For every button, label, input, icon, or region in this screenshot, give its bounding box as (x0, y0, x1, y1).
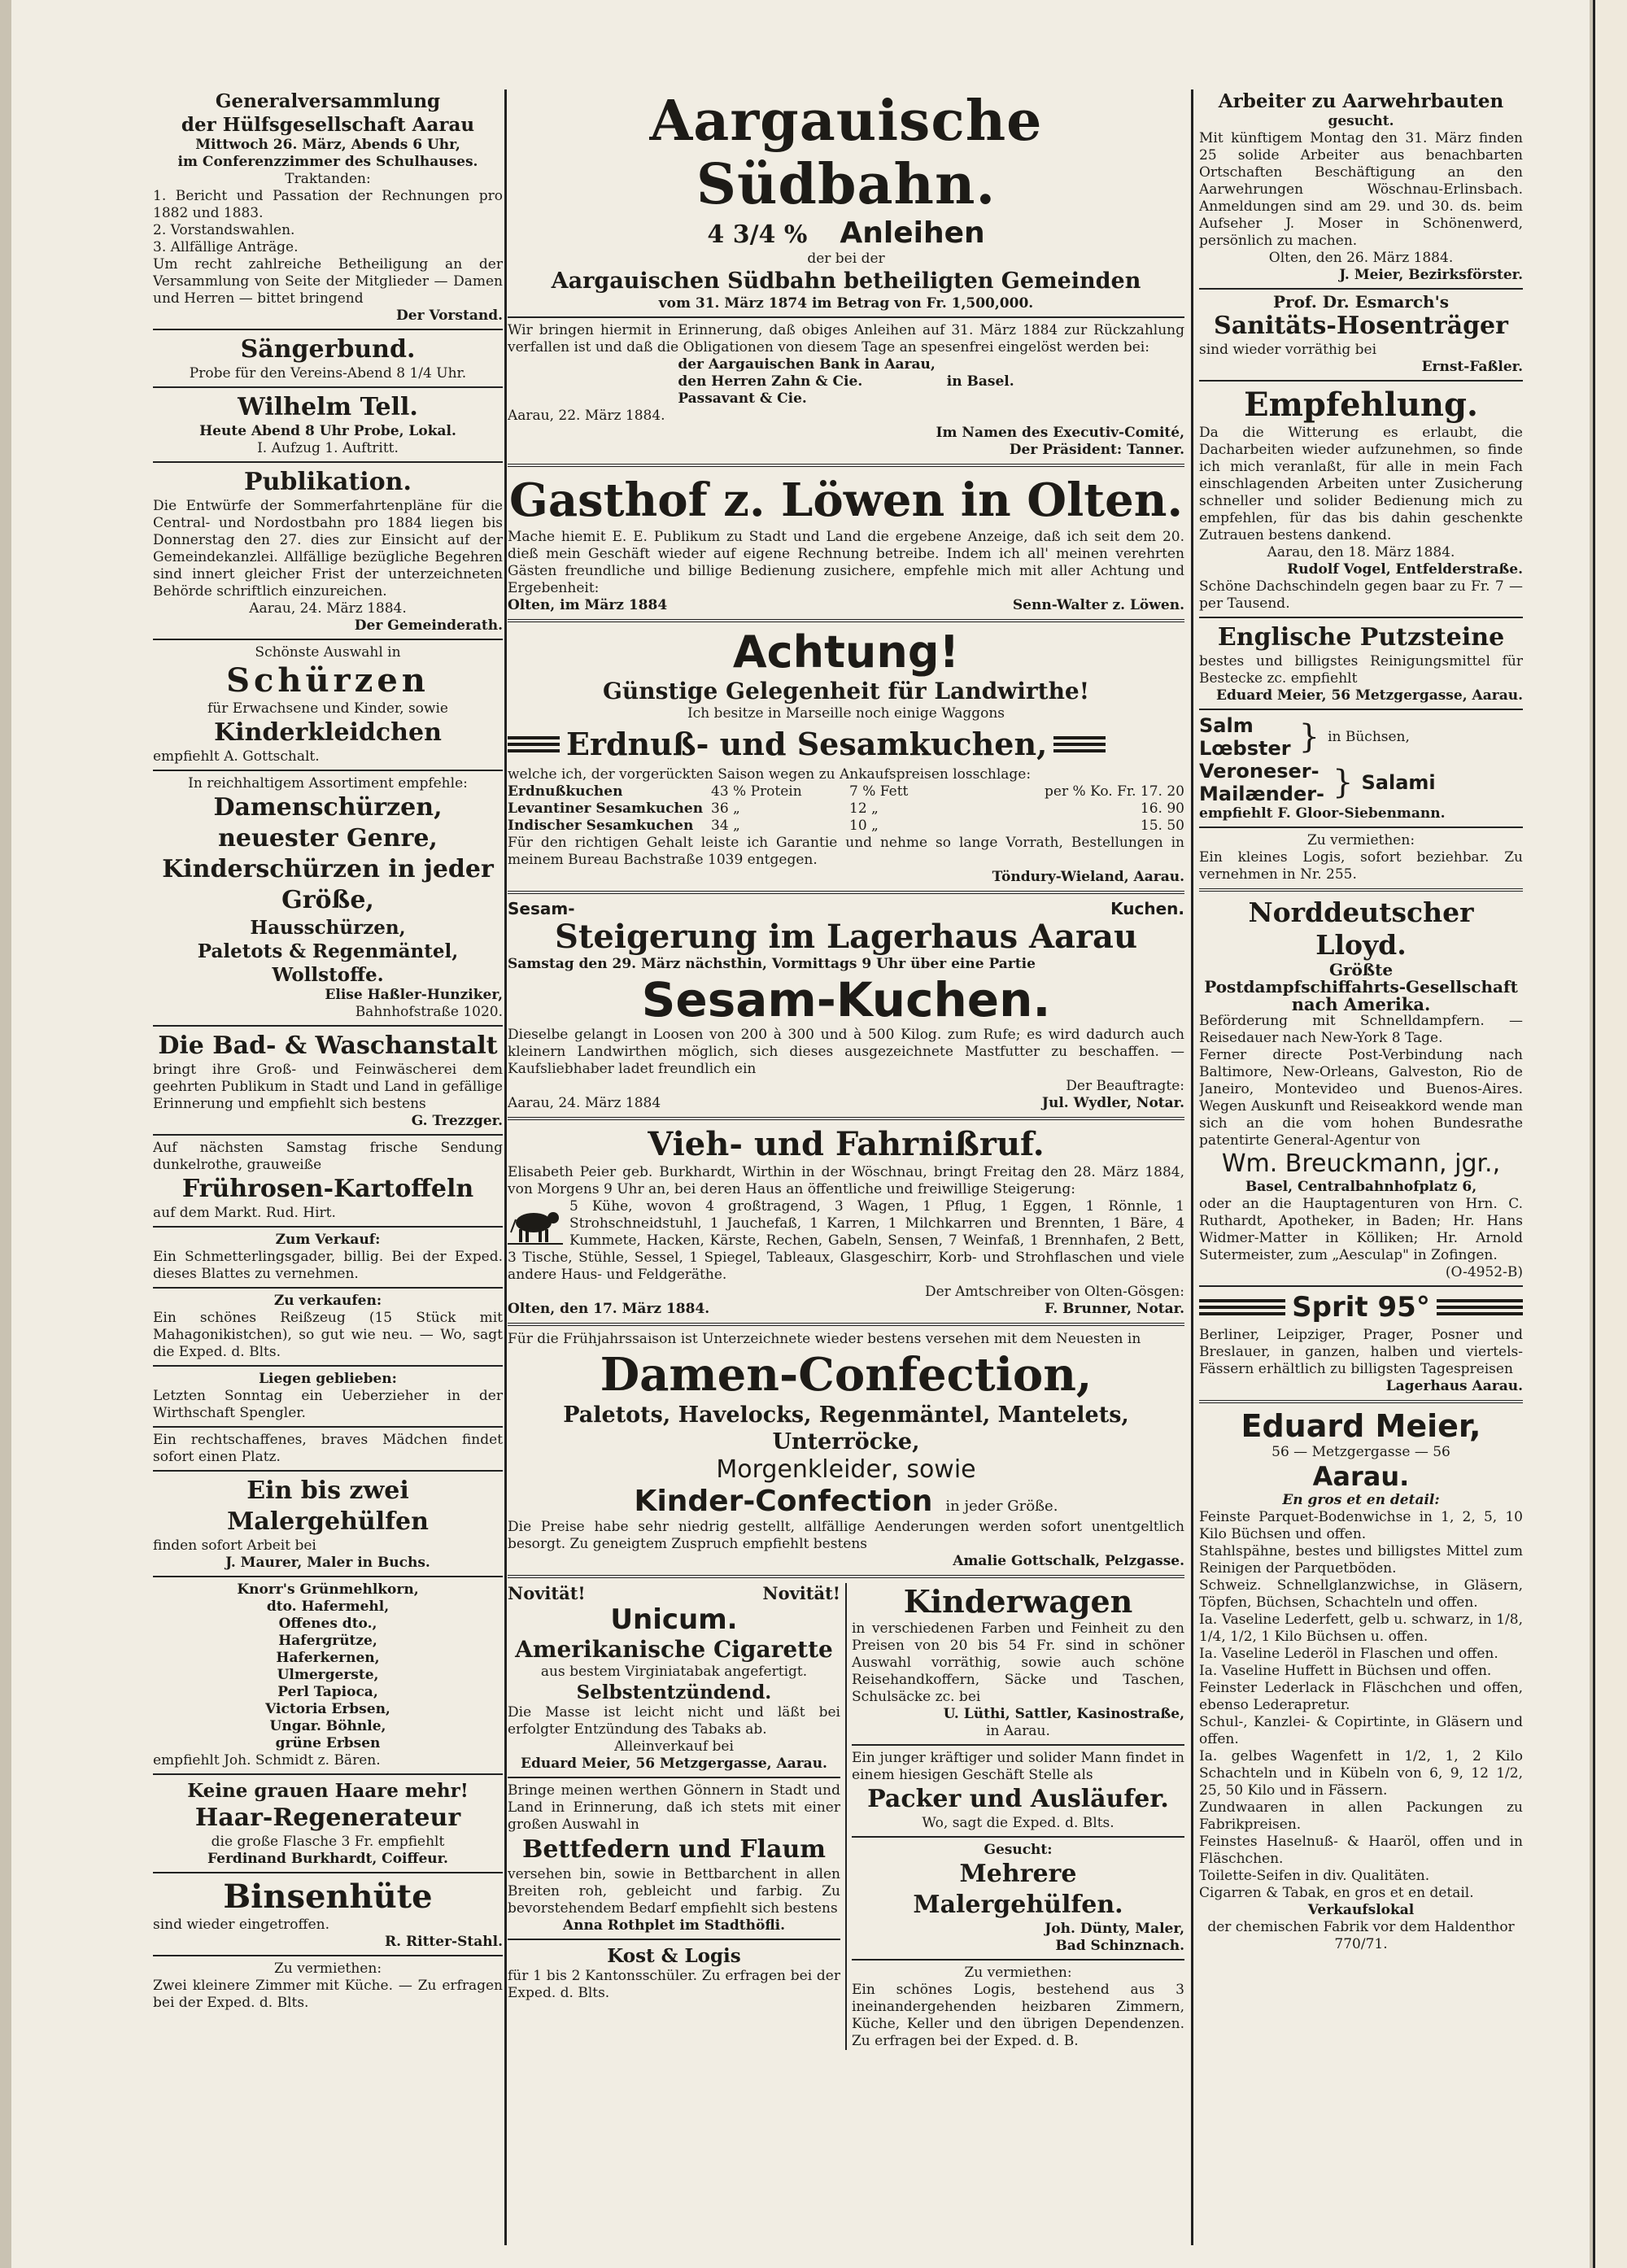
lloyd-t2: Größte (1328, 960, 1394, 979)
ad-achtung (508, 627, 1184, 886)
suedbahn-bank-1: der Aargauischen Bank in Aarau, (678, 356, 936, 373)
left-ad-2 (153, 392, 503, 457)
empfehlung-date: Aarau, den 18. März 1884. (1267, 544, 1455, 560)
salm-mail: Mailænder- (1199, 783, 1325, 805)
column-rule-right (1191, 89, 1193, 2245)
gasthof-body: Mache hiemit E. E. Publikum zu Stadt und Land die ergebene Anzeige, daß ich seit dem 20. dieß mein Geschäft wieder auf eigene Rechnung betreibe. Indem ich all' meinen verehrten Gästen freundliche und billige Bedienung zusichere, empfehle mich mit aller Achtung und Ergebenheit: (508, 529, 1184, 596)
steigerung-body: Dieselbe gelangt in Loosen von 200 à 300 und à 500 Kilog. zum Rufe; es wird dadurch auch kleinern Landwirthen möglich, sich dieses ausgezeichnete Mastfutter zu beschaffen. — Kaufsliebhaber ladet freundlich ein (508, 1027, 1184, 1077)
empfehlung-sign: Rudolf Vogel, Entfelderstraße. (1287, 561, 1523, 578)
left-ad-14-line-3: Ferdinand Burkhardt, Coiffeur. (207, 1851, 448, 1867)
achtung-body: Für den richtigen Gehalt leiste ich Garantie und nehme so lange Vorrath, Bestellungen in meinem Bureau Bachstraße 1039 entgegen. (508, 835, 1184, 868)
left-ad-12 (153, 1476, 503, 1572)
left-ad-5-line-5: Wollstoffe. (272, 964, 384, 986)
price-cell-b: 7 % Fett (849, 783, 909, 800)
steigerung-beauftr: Der Beauftragte: (1066, 1078, 1184, 1094)
price-cell-c: 15. 50 (1140, 818, 1184, 834)
ad-gasthof (508, 472, 1184, 614)
meier-item: Toilette-Seifen in div. Qualitäten. (1199, 1868, 1430, 1884)
left-ad-4-line-2: für Erwachsene und Kinder, sowie (207, 700, 448, 717)
kost-body: für 1 bis 2 Kantonsschüler. Zu erfragen bei der Exped. d. Blts. (508, 1968, 840, 2001)
achtung-product: Erdnuß- und Sesamkuchen, (566, 726, 1048, 762)
novitaet-sign: Eduard Meier, 56 Metzgergasse, Aarau. (521, 1756, 827, 1772)
left-ad-16 (153, 1961, 503, 2012)
left-ad-4 (153, 644, 503, 765)
left-ad-0-line-8: Um recht zahlreiche Betheiligung an der Versammlung von Seite der Mitglieder — Damen und Herren — bittet bringend (153, 256, 503, 307)
left-ad-0-line-9: Der Vorstand. (396, 307, 503, 324)
achtung-price-table (508, 783, 1184, 835)
salm-salm: Salm (1199, 714, 1254, 737)
price-cell-name: Levantiner Sesamkuchen (508, 800, 704, 817)
left-ad-14-line-0: Keine grauen Haare mehr! (187, 1780, 469, 1802)
left-ad-12-line-0: Ein bis zwei Malergehülfen (227, 1476, 429, 1536)
esmarch-body: sind wieder vorräthig bei (1199, 342, 1377, 358)
price-cell-c: per % Ko. Fr. 17. 20 (1045, 783, 1184, 800)
packer-title: Packer und Ausläufer. (867, 1785, 1169, 1813)
achtung-title: Achtung! (732, 626, 960, 678)
meier-item: Feinste Parquet-Bodenwichse in 1, 2, 5, 10 Kilo Büchsen und offen. (1199, 1509, 1523, 1542)
lloyd-body1: Beförderung mit Schnelldampfern. — Reisedauer nach New-York 8 Tage. (1199, 1013, 1523, 1046)
sprit-body: Berliner, Leipziger, Prager, Posner und Breslauer, in ganzen, halben und viertels-Fässern erhältlich zu billigsten Tagespreisen (1199, 1327, 1523, 1377)
price-cell-c: 16. 90 (1140, 800, 1184, 817)
esmarch-sign: Ernst-Faßler. (1421, 359, 1523, 375)
suedbahn-sub3: vom 31. März 1874 im Betrag von Fr. 1,500,000. (658, 295, 1034, 312)
left-ad-5 (153, 775, 503, 1021)
ad-kinderwagen (852, 1583, 1184, 1740)
meier-item: Ia. gelbes Wagenfett in 1/2, 1, 2 Kilo Schachteln und in Kübeln von 6, 9, 12 1/2, 25, 50 Kilo und in Fässern. (1199, 1748, 1523, 1799)
kinderwagen-sign1: U. Lüthi, Sattler, Kasinostraße, (943, 1706, 1184, 1722)
ad-empfehlung (1199, 386, 1523, 613)
left-ad-6-line-1: bringt ihre Groß- und Feinwäscherei dem geehrten Publikum in Stadt und Land in gefällige Erinnerung und empfiehlt sich bestens (153, 1062, 503, 1112)
steigerung-big: Sesam-Kuchen. (641, 972, 1051, 1027)
novitaet-self: Selbstentzündend. (576, 1681, 772, 1703)
gasthof-sign: Senn-Walter z. Löwen. (1012, 597, 1184, 613)
newspaper-page (11, 0, 1590, 2268)
suedbahn-title: Aargauische Südbahn. (649, 89, 1043, 217)
suedbahn-bank-3: Passavant & Cie. (678, 390, 807, 407)
left-ad-5-line-0: In reichhaltigem Assortiment empfehle: (188, 775, 468, 792)
confection-intro: Für die Frühjahrssaison ist Unterzeichnete wieder bestens versehen mit dem Neuesten in (508, 1331, 1141, 1347)
left-ad-15-line-1: sind wieder eingetroffen. (153, 1917, 329, 1933)
left-ad-14-line-2: die große Flasche 3 Fr. empfiehlt (211, 1834, 445, 1850)
left-ad-2-line-1: Heute Abend 8 Uhr Probe, Lokal. (199, 423, 456, 439)
novitaet-allein: Alleinverkauf bei (614, 1738, 734, 1755)
steigerung-lbl-right: Kuchen. (1110, 899, 1184, 918)
confection-line3: Morgenkleider, sowie (716, 1455, 976, 1484)
suedbahn-bank-2: den Herren Zahn & Cie. (678, 373, 863, 390)
meier-item: Ia. Vaseline Lederfett, gelb u. schwarz, in 1/8, 1/4, 1/2, 1 Kilo Büchsen u. offen. (1199, 1612, 1523, 1645)
suedbahn-basel: in Basel. (946, 373, 1014, 390)
left-ad-3-line-3: Der Gemeinderath. (354, 617, 503, 634)
meier-addr: 56 — Metzgergasse — 56 (1272, 1444, 1450, 1460)
bars-left (508, 736, 560, 752)
left-ad-10 (153, 1371, 503, 1422)
salm-salami: Salami (1361, 771, 1436, 794)
bars-right (1053, 736, 1106, 752)
achtung-text2: welche ich, der vorgerückten Saison wegen zu Ankaufspreisen losschlage: (508, 766, 1032, 783)
adjacent-page-edge (1593, 0, 1627, 2268)
maler-sign1: Joh. Dünty, Maler, (1045, 1921, 1184, 1937)
left-ad-0-line-3: im Conferenzzimmer des Schulhauses. (177, 154, 478, 170)
meier-verk: Verkaufslokal (1307, 1902, 1415, 1918)
left-ad-1-line-1: Probe für den Vereins-Abend 8 1/4 Uhr. (189, 365, 467, 382)
empfehlung-extra: Schöne Dachschindeln gegen baar zu Fr. 7 — per Tausend. (1199, 578, 1523, 612)
kinderwagen-body: in verschiedenen Farben und Feinheit zu den Preisen von 20 bis 54 Fr. sind in schöner Auswahl vorräthig, sowie auch schöne Reisehandkoffern, Säcke und Taschen, Schulsäcke zc. bei (852, 1620, 1184, 1705)
left-ad-12-line-2: J. Maurer, Maler in Buchs. (225, 1555, 430, 1571)
right-column (1199, 89, 1523, 2245)
confection-title: Damen-Confection, (600, 1348, 1093, 1402)
ad-lloyd (1199, 896, 1523, 1281)
left-ad-0 (153, 89, 503, 325)
left-ad-3-line-0: Publikation. (244, 468, 412, 496)
left-ad-5-line-6: Elise Haßler-Hunziker, (325, 987, 503, 1003)
left-ad-13-line-5: Ulmergerste, (277, 1667, 379, 1683)
confection-line2: Paletots, Havelocks, Regenmäntel, Mantelets, Unterröcke, (563, 1402, 1129, 1455)
left-ad-15 (153, 1878, 503, 1951)
price-cell-a: 36 „ (711, 800, 740, 817)
left-ad-1-line-0: Sängerbund. (240, 335, 416, 364)
left-ad-3 (153, 467, 503, 635)
ad-vermieten-middle (852, 1965, 1184, 2050)
left-ad-5-line-7: Bahnhofstraße 1020. (355, 1004, 503, 1020)
novitaet-body: Die Masse ist leicht nicht und läßt bei erfolgter Entzündung des Tabaks ab. (508, 1704, 840, 1738)
ad-confection (508, 1331, 1184, 1570)
middle-bottom-grid (508, 1583, 1184, 2050)
left-ad-13-line-1: dto. Hafermehl, (266, 1599, 390, 1615)
confection-kinder-tail: in jeder Größe. (945, 1498, 1058, 1515)
left-ad-9-line-0: Zu verkaufen: (273, 1293, 382, 1309)
left-ad-0-line-2: Mittwoch 26. März, Abends 6 Uhr, (195, 137, 460, 153)
left-ad-7-line-1: Frührosen-Kartoffeln (181, 1175, 474, 1203)
achtung-intro: Ich besitze in Marseille noch einige Waggons (687, 705, 1005, 722)
lloyd-body2: Ferner directe Post-Verbindung nach Baltimore, New-Orleans, Galveston, Rio de Janeiro, Montevideo und Buenos-Aires. Wegen Auskunft und Reiseakkord wende man sich an die vom hohen Bundesrathe patentirte General-Agentur von (1199, 1047, 1523, 1149)
left-ad-10-line-1: Letzten Sonntag ein Ueberzieher in der Wirthschaft Spengler. (153, 1388, 503, 1421)
left-ad-5-line-1: Damenschürzen, neuester Genre, (213, 793, 443, 853)
meier-item: Ia. Vaseline Huffett in Büchsen und offen. (1199, 1663, 1492, 1679)
price-row (508, 818, 1184, 835)
steigerung-title: Steigerung im Lagerhaus Aarau (554, 918, 1138, 956)
meier-item: Zundwaaren in allen Packungen zu Fabrikpreisen. (1199, 1799, 1523, 1833)
maler-sign2: Bad Schinznach. (1055, 1938, 1184, 1954)
novitaet-unicum: Unicum. (610, 1603, 738, 1636)
salm-veron: Veroneser- (1199, 760, 1319, 783)
meier-name: Eduard Meier, (1241, 1408, 1481, 1444)
novitaet-2: Novität! (762, 1583, 840, 1603)
suedbahn-date: Aarau, 22. März 1884. (508, 408, 665, 424)
packer-where: Wo, sagt die Exped. d. Blts. (922, 1815, 1114, 1831)
suedbahn-sub1: der bei der (807, 251, 885, 267)
meier-item: Feinster Lederlack in Fläschchen und offen, ebenso Lederapretur. (1199, 1680, 1523, 1713)
maler-title: Mehrere Malergehülfen. (913, 1860, 1123, 1919)
ad-kost (508, 1944, 840, 2002)
price-row (508, 783, 1184, 800)
left-ad-12-line-1: finden sofort Arbeit bei (153, 1537, 316, 1554)
confection-kinder: Kinder-Confection (634, 1485, 933, 1518)
ad-steigerung (508, 899, 1184, 1112)
confection-body: Die Preise habe sehr niedrig gestellt, allfällige Aenderungen werden sofort unentgeltlich besorgt. Zu geneigtem Zuspruch empfiehlt bestens (508, 1519, 1184, 1552)
ad-bettfedern (508, 1782, 840, 1934)
middle-column (508, 89, 1184, 2245)
vieh-sign: F. Brunner, Notar. (1044, 1301, 1184, 1317)
putzsteine-sign: Eduard Meier, 56 Metzgergasse, Aarau. (1216, 687, 1523, 704)
left-ad-10-line-0: Liegen geblieben: (259, 1371, 397, 1387)
lloyd-addr: Basel, Centralbahnhofplatz 6, (1245, 1179, 1477, 1195)
left-ad-11 (153, 1432, 503, 1466)
left-ad-14-line-1: Haar-Regenerateur (194, 1803, 461, 1832)
esmarch-t1: Prof. Dr. Esmarch's (1273, 292, 1449, 312)
ad-vermieten-right (1199, 832, 1523, 883)
left-ad-4-line-4: empfiehlt A. Gottschalt. (153, 748, 320, 765)
kinderwagen-sign2: in Aarau. (986, 1723, 1050, 1739)
price-cell-name: Erdnußkuchen (508, 783, 623, 800)
left-ad-7-line-2: auf dem Markt. Rud. Hirt. (153, 1205, 336, 1221)
ad-packer (852, 1750, 1184, 1832)
left-ad-1 (153, 334, 503, 382)
sprit-sign: Lagerhaus Aarau. (1385, 1378, 1523, 1394)
left-ad-0-line-4: Traktanden: (285, 171, 371, 187)
price-cell-b: 12 „ (849, 800, 879, 817)
left-ad-13-line-0: Knorr's Grünmehlkorn, (237, 1581, 419, 1598)
ad-vieh (508, 1125, 1184, 1318)
packer-intro: Ein junger kräftiger und solider Mann findet in einem hiesigen Geschäft Stelle als (852, 1750, 1184, 1783)
lloyd-agent: Wm. Breuckmann, jgr., (1221, 1149, 1501, 1178)
left-ad-9 (153, 1293, 503, 1361)
vermieten-title: Zu vermiethen: (1306, 832, 1415, 848)
kost-title: Kost & Logis (607, 1945, 741, 1967)
left-ad-13-line-4: Haferkernen, (276, 1650, 380, 1666)
novitaet-sub: aus bestem Virginiatabak angefertigt. (540, 1664, 808, 1680)
left-ad-13-line-8: Ungar. Böhnle, (269, 1718, 386, 1734)
suedbahn-sign2: Der Präsident: Tanner. (1009, 442, 1184, 458)
vieh-intro: Elisabeth Peier geb. Burkhardt, Wirthin in der Wöschnau, bringt Freitag den 28. März 1884, von Morgens 9 Uhr an, bei deren Haus an öffentliche und freiwillige Steigerung: (508, 1164, 1184, 1197)
left-ad-8-line-1: Ein Schmetterlingsgader, billig. Bei der Exped. dieses Blattes zu vernehmen. (153, 1249, 503, 1282)
left-ad-0-line-7: 3. Allfällige Anträge. (153, 239, 299, 255)
left-ad-6 (153, 1031, 503, 1130)
lloyd-code: (O-4952-B) (1445, 1264, 1523, 1280)
arbeiter-sign: J. Meier, Bezirksförster. (1339, 267, 1523, 283)
ad-novitaet (508, 1583, 840, 1773)
left-ad-2-line-2: I. Aufzug 1. Auftritt. (257, 440, 399, 456)
left-ad-2-line-0: Wilhelm Tell. (238, 393, 418, 421)
steigerung-date: Aarau, 24. März 1884 (508, 1095, 661, 1111)
suedbahn-anleihen: Anleihen (840, 216, 985, 250)
sprit-title: Sprit 95° (1292, 1291, 1430, 1324)
suedbahn-sub2: Aargauischen Südbahn betheiligten Gemeinden (551, 268, 1141, 294)
arbeiter-t2: gesucht. (1328, 113, 1394, 129)
left-ad-13-line-2: Offenes dto., (278, 1616, 377, 1632)
price-row (508, 800, 1184, 818)
left-ad-5-line-3: Hausschürzen, (250, 917, 406, 939)
bettfedern-sign: Anna Rothplet im Stadthöfli. (562, 1917, 786, 1934)
left-ad-3-line-2: Aarau, 24. März 1884. (249, 600, 407, 617)
maler-gesucht: Gesucht: (984, 1842, 1053, 1858)
salm-loebster: Lœbster (1199, 737, 1291, 760)
left-ad-16-line-0: Zu vermiethen: (273, 1961, 382, 1977)
left-ad-6-line-2: G. Trezzger. (411, 1113, 503, 1129)
bettfedern-intro: Bringe meinen werthen Gönnern in Stadt und Land in Erinnerung, daß ich stets mit einer großen Auswahl in (508, 1782, 840, 1833)
left-ad-4-line-3: Kinderkleidchen (214, 718, 442, 747)
left-ad-13-line-9: grüne Erbsen (275, 1735, 381, 1751)
arbeiter-body: Mit künftigem Montag den 31. März finden 25 solide Arbeiter aus benachbarten Ortschaften Beschäftigung an den Aarwehrungen Wöschnau-Erlinsbach. Anmeldungen sind am 29. und 30. ds. beim Aufseher J. Moser in Schönenwerd, persönlich zu machen. (1199, 130, 1523, 249)
novitaet-1: Novität! (508, 1583, 586, 1603)
ad-putzsteine (1199, 622, 1523, 704)
vieh-title: Vieh- und Fahrnißruf. (648, 1125, 1045, 1163)
sprit-bars-left (1199, 1299, 1285, 1315)
left-ad-7 (153, 1140, 503, 1222)
salm-buechsen: in Büchsen, (1328, 728, 1410, 745)
meier-item-list (1199, 1509, 1523, 1902)
ad-eduard-meier (1199, 1408, 1523, 1953)
vieh-date: Olten, den 17. März 1884. (508, 1301, 710, 1317)
meier-item: Ia. Vaseline Lederöl in Flaschen und offen. (1199, 1646, 1498, 1662)
kinderwagen-title: Kinderwagen (903, 1583, 1133, 1620)
lloyd-t3: Postdampfschiffahrts-Gesellschaft (1204, 977, 1518, 997)
lloyd-body3: oder an die Hauptagenturen von Hrn. C. Ruthardt, Apotheker, in Baden; Hr. Hans Widmer-Matter in Kölliken; Hr. Arnold Sutermeister, zum „Aesculap" in Zofingen. (1199, 1196, 1523, 1263)
gasthof-place: Olten, im März 1884 (508, 597, 668, 613)
left-ad-9-line-1: Ein schönes Reißzeug (15 Stück mit Mahagonikistchen), so gut wie neu. — Wo, sagt die Exped. d. Blts. (153, 1310, 503, 1360)
bettfedern-title: Bettfedern und Flaum (521, 1835, 826, 1864)
ad-suedbahn (508, 89, 1184, 459)
left-ad-5-line-4: Paletots & Regenmäntel, (197, 940, 459, 962)
vermieten-body: Ein kleines Logis, sofort beziehbar. Zu vernehmen in Nr. 255. (1199, 849, 1523, 883)
empfehlung-title: Empfehlung. (1244, 386, 1478, 424)
left-ad-13-line-3: Hafergrütze, (278, 1633, 377, 1649)
left-ad-7-line-0: Auf nächsten Samstag frische Sendung dunkelrothe, grauweiße (153, 1140, 503, 1173)
left-ad-11-line-0: Ein rechtschaffenes, braves Mädchen findet sofort einen Platz. (153, 1432, 503, 1465)
meier-item: Stahlspähne, bestes und billigstes Mittel zum Reinigen der Parquetböden. (1199, 1543, 1523, 1577)
lloyd-t4: nach Amerika. (1291, 994, 1431, 1014)
left-ad-0-line-6: 2. Vorstandswahlen. (153, 222, 295, 238)
ad-esmarch (1199, 294, 1523, 376)
steigerung-sign: Jul. Wydler, Notar. (1041, 1095, 1184, 1111)
ad-maler (852, 1842, 1184, 1955)
vieh-amt: Der Amtschreiber von Olten-Gösgen: (924, 1284, 1184, 1300)
bettfedern-body: versehen bin, sowie in Bettbarchent in allen Breiten roh, gebleicht und farbig. Zu bevorstehendem Bedarf empfiehlt sich bestens (508, 1866, 840, 1917)
left-ad-0-line-0: Generalversammlung (215, 90, 441, 112)
lloyd-title: Norddeutscher Lloyd. (1248, 896, 1474, 961)
arbeiter-date: Olten, den 26. März 1884. (1268, 250, 1454, 266)
gasthof-title: Gasthof z. Löwen in Olten. (509, 473, 1183, 527)
price-cell-name: Indischer Sesamkuchen (508, 818, 694, 834)
left-ad-15-line-0: Binsenhüte (223, 1878, 433, 1916)
empfehlung-body: Da die Witterung es erlaubt, die Dacharbeiten wieder aufzunehmen, so finde ich mich veranlaßt, für alle in mein Fach einschlagenden Arbeiten unter Zusicherung schneller und solider Bedienung mich zu empfehlen, für das bis dahin geschenkte Zutrauen bestens dankend. (1199, 425, 1523, 543)
left-ad-13 (153, 1581, 503, 1769)
left-ad-4-line-1: Schürzen (226, 661, 430, 700)
meier-verk2: der chemischen Fabrik vor dem Haldenthor 770/71. (1207, 1919, 1515, 1952)
left-ad-5-line-2: Kinderschürzen in jeder Größe, (162, 855, 494, 914)
suedbahn-sign1: Im Namen des Executiv-Comité, (936, 425, 1184, 441)
achtung-sub: Günstige Gelegenheit für Landwirthe! (602, 678, 1090, 704)
left-ad-0-line-1: der Hülfsgesellschaft Aarau (181, 114, 475, 136)
steigerung-lbl-left: Sesam- (508, 899, 575, 918)
left-ad-13-line-6: Perl Tapioca, (277, 1684, 378, 1700)
meier-item: Cigarren & Tabak, en gros et en detail. (1199, 1885, 1474, 1901)
cow-icon (508, 1202, 563, 1247)
ad-arbeiter (1199, 89, 1523, 284)
price-cell-a: 34 „ (711, 818, 740, 834)
suedbahn-pct: 4 3/4 % (707, 220, 808, 249)
left-ad-13-line-7: Victoria Erbsen, (265, 1701, 390, 1717)
price-cell-a: 43 % Protein (711, 783, 802, 800)
vermieten2-body: Ein schönes Logis, bestehend aus 3 ineinandergehenden heizbaren Zimmern, Küche, Keller und den übrigen Dependenzen. Zu erfragen bei der Exped. d. B. (852, 1982, 1184, 2049)
vermieten2-title: Zu vermiethen: (964, 1965, 1072, 1981)
novitaet-title: Amerikanische Cigarette (515, 1636, 833, 1663)
confection-sign: Amalie Gottschalk, Pelzgasse. (953, 1553, 1184, 1569)
left-ad-8-line-0: Zum Verkauf: (275, 1232, 381, 1248)
salm-sign: empfiehlt F. Gloor-Siebenmann. (1199, 805, 1446, 822)
suedbahn-body: Wir bringen hiermit in Erinnerung, daß obiges Anleihen auf 31. März 1884 zur Rückzahlung verfallen ist und daß die Obligationen von diesem Tage an spesenfrei eingelöst werden bei: (508, 322, 1184, 355)
left-ad-13-line-10: empfiehlt Joh. Schmidt z. Bären. (153, 1752, 381, 1769)
arbeiter-t1: Arbeiter zu Aarwehrbauten (1218, 90, 1504, 112)
meier-engros: En gros et en detail: (1282, 1492, 1440, 1508)
left-ad-15-line-2: R. Ritter-Stahl. (385, 1934, 503, 1950)
left-ad-6-line-0: Die Bad- & Waschanstalt (158, 1032, 498, 1060)
ad-salm: Salm Lœbster } in Büchsen, Veroneser- Mailænder- } Salami empfiehlt F. Gloor-Siebenmann. (1199, 714, 1523, 822)
column-rule-left (504, 89, 507, 2245)
left-ad-14 (153, 1779, 503, 1868)
steigerung-line: Samstag den 29. März nächsthin, Vormittags 9 Uhr über eine Partie (508, 956, 1036, 972)
left-ad-3-line-1: Die Entwürfe der Sommerfahrtenpläne für die Central- und Nordostbahn pro 1884 liegen bis Donnerstag den 27. dies zur Einsicht auf der Gemeindekanzlei. Allfällige bezügliche Begehren sind innert gleicher Frist der unterzeichneten Behörde schriftlich einzureichen. (153, 498, 503, 600)
left-column (153, 89, 503, 2245)
left-ad-16-line-1: Zwei kleinere Zimmer mit Küche. — Zu erfragen bei der Exped. d. Blts. (153, 1978, 503, 2011)
meier-item: Schul-, Kanzlei- & Copirtinte, in Gläsern und offen. (1199, 1714, 1523, 1747)
meier-city: Aarau. (1312, 1461, 1410, 1492)
putzsteine-body: bestes und billigstes Reinigungsmittel für Bestecke zc. empfiehlt (1199, 653, 1523, 687)
left-ad-4-line-0: Schönste Auswahl in (255, 644, 401, 661)
meier-item: Schweiz. Schnellglanzwichse, in Gläsern, Töpfen, Büchsen, Schachteln und offen. (1199, 1577, 1523, 1611)
putzsteine-title: Englische Putzsteine (1217, 623, 1505, 652)
price-cell-b: 10 „ (849, 818, 879, 834)
vieh-body: 5 Kühe, wovon 4 großtragend, 3 Wagen, 1 Pflug, 1 Eggen, 1 Rönnle, 1 Strohschneidstuhl, 1 Jauchefaß, 1 Karren, 1 Milchkarren und Brennten, 1 Bäre, 4 Kummete, Hacken, Kärste, Rechen, Gabeln, Sensen, 7 Weinfaß, 1 Brennhafen, 2 Bett, 3 Tische, Stühle, Sessel, 1 Spiegel, Tableaux, Glasgeschirr, Korb- und Strohflaschen und viele andere Haus- und Feldgeräthe. (508, 1198, 1184, 1283)
sprit-bars-right (1437, 1299, 1523, 1315)
meier-item: Feinstes Haselnuß- & Haaröl, offen und in Fläschchen. (1199, 1834, 1523, 1867)
achtung-sign: Töndury-Wieland, Aarau. (992, 869, 1184, 885)
left-ad-8 (153, 1232, 503, 1283)
ad-sprit (1199, 1291, 1523, 1395)
left-ad-0-line-5: 1. Bericht und Passation der Rechnungen pro 1882 und 1883. (153, 188, 503, 221)
esmarch-t2: Sanitäts-Hosenträger (1214, 312, 1508, 340)
